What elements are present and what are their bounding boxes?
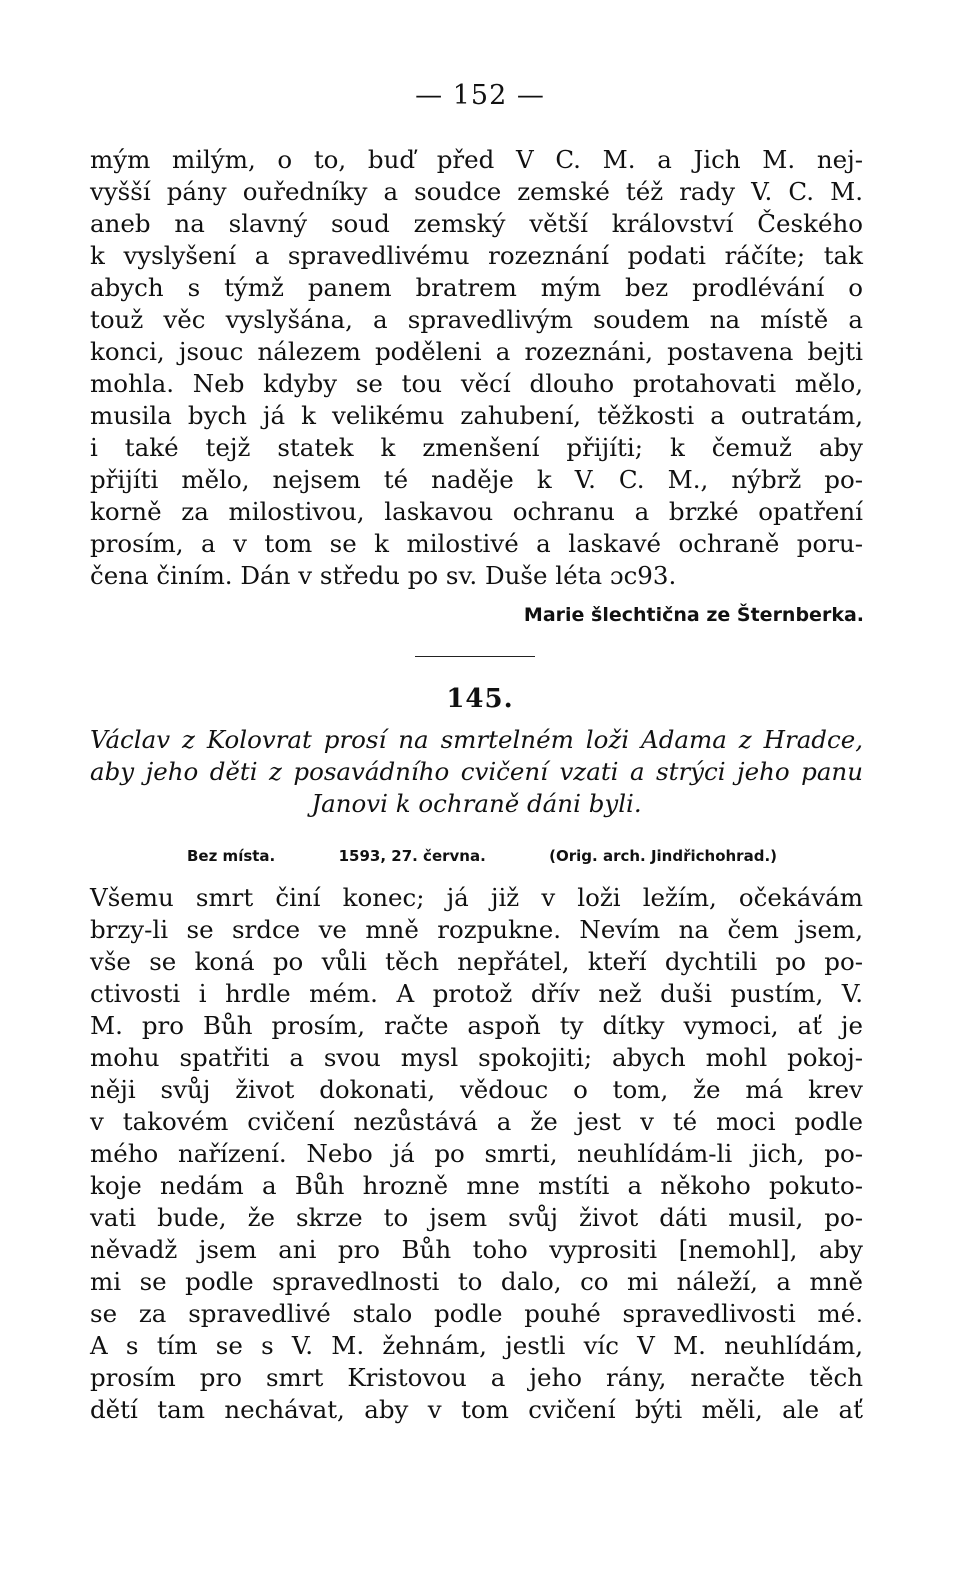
- text-line: k vyslyšení a spravedlivému rozeznání podati ráčíte; tak: [90, 241, 863, 270]
- text-line: touž věc vyslyšána, a spravedlivým soudem na místě a: [90, 305, 863, 334]
- page-number: — 152 —: [415, 80, 545, 111]
- text-line: vati bude, že skrze to jsem svůj život dáti musil, po-: [90, 1203, 863, 1232]
- dateline: [187, 847, 777, 865]
- text-line: něvadž jsem ani pro Bůh toho vyprositi [nemohl], aby: [90, 1235, 863, 1264]
- text-line: přijíti mělo, nejsem té naděje k V. C. M., nýbrž po-: [90, 465, 863, 494]
- text-line: mého nařízení. Nebo já po smrti, neuhlídám-li jich, po-: [90, 1139, 863, 1168]
- document-number: 145.: [446, 684, 514, 714]
- text-line: musila bych já k velikému zahubení, těžkosti a outratám,: [90, 401, 863, 430]
- text-line: Všemu smrt činí konec; já již v loži ležím, očekávám: [90, 883, 863, 912]
- text-line: se za spravedlivé stalo podle pouhé spravedlivosti mé.: [90, 1299, 863, 1328]
- text-line: korně za milostivou, laskavou ochranu a brzké opatření: [90, 497, 863, 526]
- text-line: aneb na slavný soud zemský větší království Českého: [90, 209, 863, 238]
- text-line: aby jeho děti z posavádního cvičení vzati a strýci jeho panu: [90, 757, 863, 786]
- text-line: mi se podle spravedlnosti to dalo, co mi náleží, a mně: [90, 1267, 863, 1296]
- text-line: prosím, a v tom se k milostivé a laskavé ochraně poru-: [90, 529, 863, 558]
- text-line: i také tejž statek k zmenšení přijíti; k čemuž aby: [90, 433, 863, 462]
- text-line: mohu spatřiti a svou mysl spokojiti; abych mohl pokoj-: [90, 1043, 863, 1072]
- text-line: mohla. Neb kdyby se tou věcí dlouho protahovati mělo,: [90, 369, 863, 398]
- text-line: v takovém cvičení nezůstává a že jest v té moci podle: [90, 1107, 863, 1136]
- text-line: abych s týmž panem bratrem mým bez prodlévání o: [90, 273, 863, 302]
- text-line: Václav z Kolovrat prosí na smrtelném loži Adama z Hradce,: [90, 725, 863, 754]
- letter-body-paragraph: [90, 882, 863, 1426]
- text-line: vše se koná po vůli těch nepřátel, kteří dychtili po po-: [90, 947, 863, 976]
- text-line: čena činím. Dán v středu po sv. Duše léta ɔc93.: [90, 561, 677, 590]
- text-line: brzy-li se srdce ve mně rozpukne. Nevím na čem jsem,: [90, 915, 863, 944]
- text-line: vyšší pány ouředníky a soudce zemské též rady V. C. M.: [90, 177, 863, 206]
- text-line: Janovi k ochraně dáni byli.: [311, 789, 642, 818]
- signature-line: Marie šlechtična ze Šternberka.: [523, 604, 864, 626]
- text-line: něji svůj život dokonati, vědouc o tom, že má krev: [90, 1075, 863, 1104]
- dateline-date: 1593, 27. června.: [338, 847, 486, 865]
- document-heading: [90, 724, 863, 820]
- text-line: koje nedám a Bůh hrozně mne mstíti a někoho pokuto-: [90, 1171, 863, 1200]
- section-divider: [415, 656, 535, 657]
- dateline-place: Bez místa.: [187, 847, 276, 865]
- dateline-source: (Orig. arch. Jindřichohrad.): [549, 847, 777, 865]
- letter-continuation-paragraph: [90, 144, 863, 592]
- text-line: dětí tam nechávat, aby v tom cvičení býti měli, ale ať: [90, 1395, 863, 1424]
- text-line: konci, jsouc nálezem poděleni a rozeznáni, postavena bejti: [90, 337, 863, 366]
- text-line: mým milým, o to, buď před V C. M. a Jich M. nej-: [90, 145, 863, 174]
- text-line: prosím pro smrt Kristovou a jeho rány, neračte těch: [90, 1363, 863, 1392]
- text-line: A s tím se s V. M. žehnám, jestli víc V M. neuhlídám,: [90, 1331, 863, 1360]
- text-line: M. pro Bůh prosím, račte aspoň ty dítky vymoci, ať je: [90, 1011, 863, 1040]
- text-line: ctivosti i hrdle mém. A protož dřív než duši pustím, V.: [90, 979, 863, 1008]
